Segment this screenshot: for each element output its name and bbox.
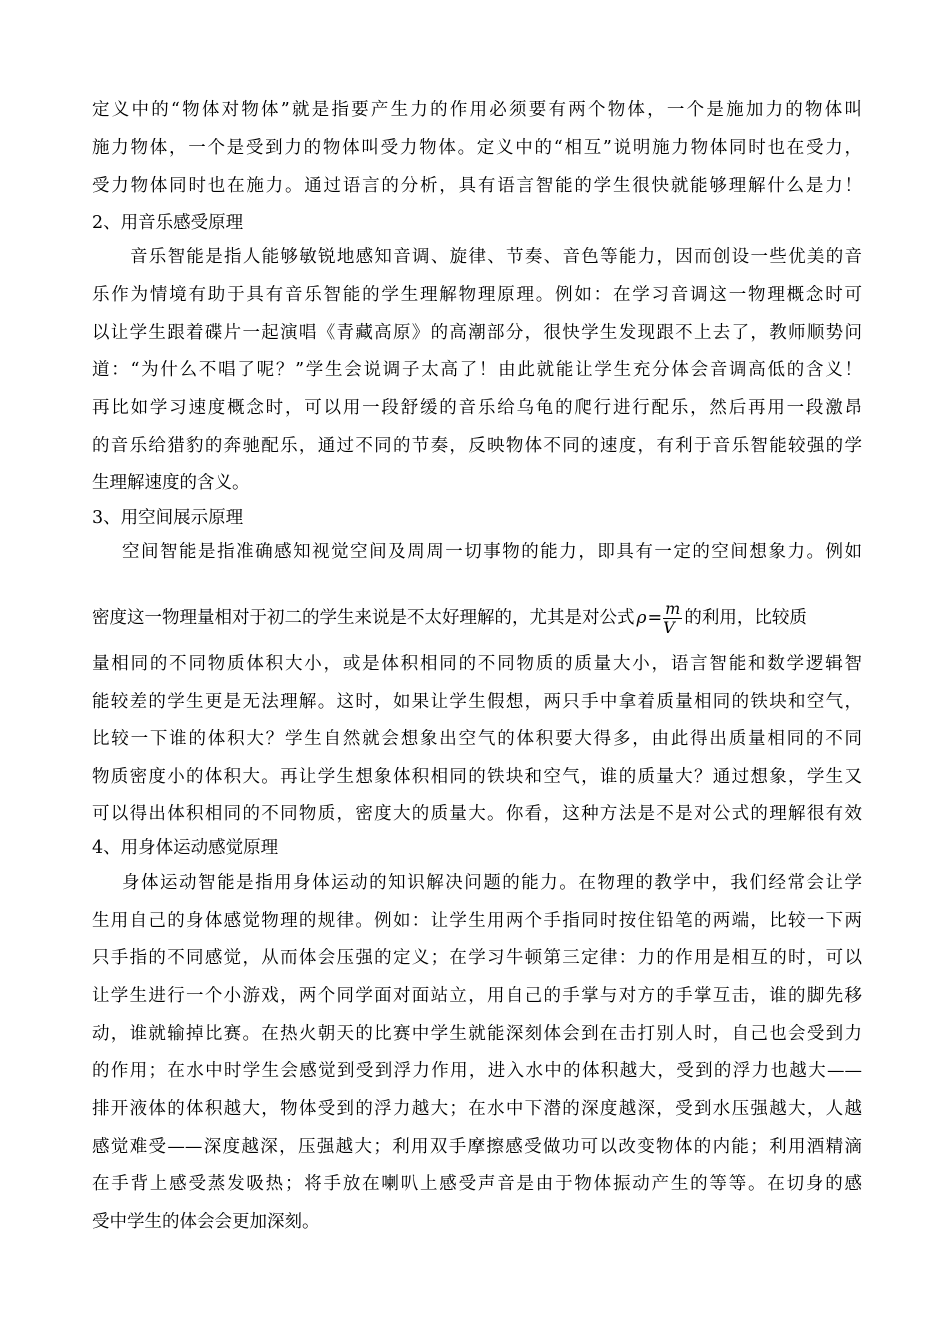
paragraph-line: 能较差的学生更是无法理解。这时，如果让学生假想，两只手中拿着质量相同的铁块和空气，	[92, 692, 862, 712]
paragraph-line: 让学生进行一个小游戏，两个同学面对面站立，用自己的手掌与对方的手掌互击，谁的脚先移	[92, 986, 862, 1006]
formula-line-prefix: 密度这一物理量相对于初二的学生来说是不太好理解的，尤其是对公式	[92, 608, 635, 628]
formula-equals: =	[647, 608, 663, 628]
paragraph-line: 空间智能是指准确感知视觉空间及周周一切事物的能力，即具有一定的空间想象力。例如	[122, 542, 862, 562]
paragraph-line: 生用自己的身体感觉物理的规律。例如：让学生用两个手指同时按住铅笔的两端，比较一下两	[92, 911, 862, 931]
paragraph-line: 身体运动智能是指用身体运动的知识解决问题的能力。在物理的教学中，我们经常会让学	[122, 873, 862, 893]
paragraph-line: 生理解速度的含义。	[92, 473, 250, 493]
formula-numerator: m	[665, 599, 681, 618]
paragraph-line: 感觉难受——深度越深，压强越大；利用双手摩擦感受做功可以改变物体的内能；利用酒精滴	[92, 1137, 862, 1157]
formula-symbol: ρ	[636, 608, 647, 628]
paragraph-line: 比较一下谁的体积大？学生自然就会想象出空气的体积要大得多，由此得出质量相同的不同	[92, 729, 862, 749]
paragraph-line: 在手背上感受蒸发吸热；将手放在喇叭上感受声音是由于物体振动产生的等等。在切身的感	[92, 1174, 862, 1194]
paragraph-line: 再比如学习速度概念时，可以用一段舒缓的音乐给乌龟的爬行进行配乐，然后再用一段激昂	[92, 398, 862, 418]
paragraph-line: 排开液体的体积越大，物体受到的浮力越大；在水中下潜的深度越深，受到水压强越大，人越	[92, 1099, 862, 1119]
section-heading-music: 2、用音乐感受原理	[92, 213, 244, 233]
paragraph-line: 物质密度小的体积大。再让学生想象体积相同的铁块和空气，谁的质量大？通过想象，学生又	[92, 767, 862, 787]
paragraph-line: 受力物体同时也在施力。通过语言的分析，具有语言智能的学生很快就能够理解什么是力！	[92, 176, 862, 196]
paragraph-line: 受中学生的体会会更加深刻。	[92, 1212, 320, 1232]
section-heading-space: 3、用空间展示原理	[92, 508, 244, 528]
paragraph-line: 音乐智能是指人能够敏锐地感知音调、旋律、节奏、音色等能力，因而创设一些优美的音	[130, 247, 862, 267]
density-formula	[637, 600, 683, 637]
paragraph-line: 以让学生跟着碟片一起演唱《青藏高原》的高潮部分，很快学生发现跟不上去了，教师顺势问	[92, 323, 862, 343]
paragraph-line-with-formula	[92, 600, 862, 637]
paragraph-line: 动，谁就输掉比赛。在热火朝天的比赛中学生就能深刻体会到在击打别人时，自己也会受到力	[92, 1024, 862, 1044]
paragraph-line: 的音乐给猎豹的奔驰配乐，通过不同的节奏，反映物体不同的速度，有利于音乐智能较强的学	[92, 436, 862, 456]
formula-fraction	[663, 600, 682, 637]
formula-line-suffix: 的利用，比较质	[684, 608, 807, 628]
paragraph-line: 的作用；在水中时学生会感觉到受到浮力作用，进入水中的体积越大，受到的浮力也越大——	[92, 1061, 862, 1081]
paragraph-line: 道：“为什么不唱了呢？”学生会说调子太高了！由此就能让学生充分体会音调高低的含义！	[92, 360, 862, 380]
paragraph-line: 只手指的不同感觉，从而体会压强的定义；在学习牛顿第三定律：力的作用是相互的时，可以	[92, 948, 862, 968]
paragraph-line: 可以得出体积相同的不同物质，密度大的质量大。你看，这种方法是不是对公式的理解很有效	[92, 804, 862, 824]
paragraph-line: 乐作为情境有助于具有音乐智能的学生理解物理原理。例如：在学习音调这一物理概念时可	[92, 285, 862, 305]
formula-denominator: V	[663, 618, 675, 637]
paragraph-line: 施力物体，一个是受到力的物体叫受力物体。定义中的“相互”说明施力物体同时也在受力，	[92, 138, 862, 158]
section-heading-body: 4、用身体运动感觉原理	[92, 838, 279, 858]
paragraph-line: 量相同的不同物质体积大小，或是体积相同的不同物质的质量大小，语言智能和数学逻辑智	[92, 654, 862, 674]
paragraph-line: 定义中的“物体对物体”就是指要产生力的作用必须要有两个物体，一个是施加力的物体叫	[92, 100, 862, 120]
